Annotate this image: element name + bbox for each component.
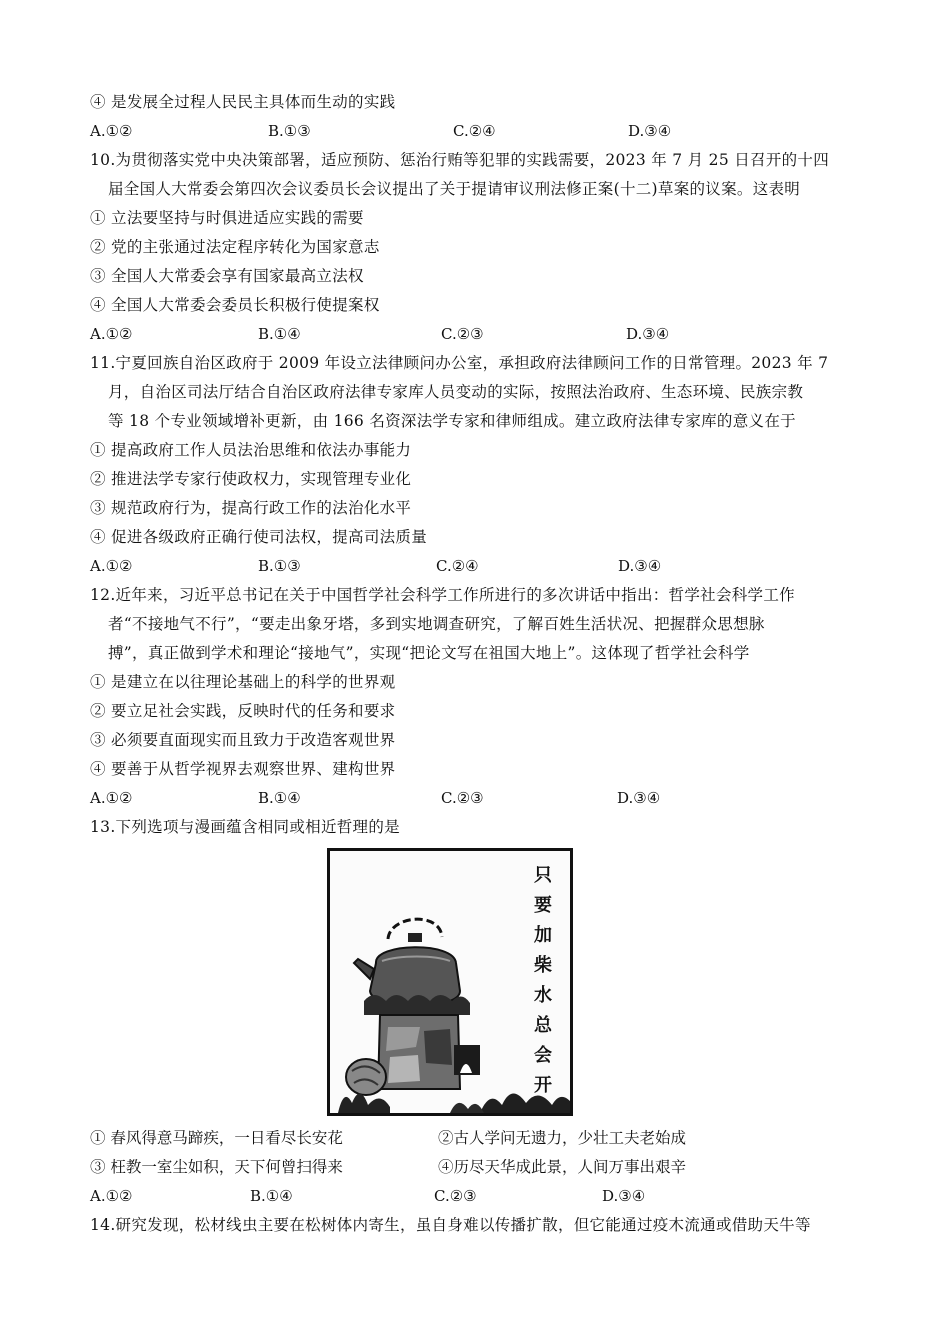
q13-item-4: ④历尽天华成此景，人间万事出艰辛 (438, 1158, 687, 1176)
q11-item-1: ① 提高政府工作人员法治思维和依法办事能力 (90, 441, 412, 459)
q13-option-d[interactable]: D.③④ (602, 1187, 646, 1205)
q11-stem-line-3: 等 18 个专业领域增补更新，由 166 名资深法学专家和律师组成。建立政府法律专家库的意义在于 (108, 412, 796, 430)
q14-stem-line-1: 14.研究发现，松材线虫主要在松树体内寄生，虽自身难以传播扩散，但它能通过疫木流通或借助天牛等 (90, 1216, 811, 1234)
q10-item-4: ④ 全国人大常委会委员长积极行使提案权 (90, 296, 380, 314)
q12-item-4: ④ 要善于从哲学视界去观察世界、建构世界 (90, 760, 396, 778)
q9-option-a[interactable]: A.①② (90, 122, 133, 140)
q12-stem-line-3: 搏”，真正做到学术和理论“接地气”，实现“把论文写在祖国大地上”。这体现了哲学社会科学 (108, 644, 750, 662)
q9-options (90, 117, 870, 146)
q9-item-4: ④ 是发展全过程人民民主具体而生动的实践 (90, 93, 396, 111)
q9-option-c[interactable]: C.②④ (453, 122, 496, 140)
q12-options (90, 784, 870, 813)
q12-option-d[interactable]: D.③④ (617, 789, 661, 807)
q11-stem-line-2: 月，自治区司法厅结合自治区政府法律专家库人员变动的实际，按照法治政府、生态环境、民族宗教 (108, 383, 804, 401)
q10-item-2: ② 党的主张通过法定程序转化为国家意志 (90, 238, 380, 256)
q12-option-b[interactable]: B.①④ (258, 789, 301, 807)
q13-items-row-1 (90, 1124, 870, 1153)
q12-option-a[interactable]: A.①② (90, 789, 133, 807)
q11-option-d[interactable]: D.③④ (618, 557, 662, 575)
q9-option-d[interactable]: D.③④ (628, 122, 672, 140)
q10-option-a[interactable]: A.①② (90, 325, 133, 343)
q12-item-1: ① 是建立在以往理论基础上的科学的世界观 (90, 673, 396, 691)
cartoon-caption: 只要加柴水总会开 (534, 865, 552, 1096)
q11-item-3: ③ 规范政府行为，提高行政工作的法治化水平 (90, 499, 412, 517)
q10-option-c[interactable]: C.②③ (441, 325, 484, 343)
q13-option-c[interactable]: C.②③ (434, 1187, 477, 1205)
q11-item-4: ④ 促进各级政府正确行使司法权，提高司法质量 (90, 528, 428, 546)
q12-option-c[interactable]: C.②③ (441, 789, 484, 807)
q10-option-d[interactable]: D.③④ (626, 325, 670, 343)
q10-item-1: ① 立法要坚持与时俱进适应实践的需要 (90, 209, 364, 227)
q12-stem-line-1: 12.近年来，习近平总书记在关于中国哲学社会科学工作所进行的多次讲话中指出：哲学社会科学工作 (90, 586, 795, 604)
q10-item-3: ③ 全国人大常委会享有国家最高立法权 (90, 267, 364, 285)
q10-options (90, 320, 870, 349)
q9-option-b[interactable]: B.①③ (268, 122, 311, 140)
kettle-cartoon (327, 848, 573, 1116)
q10-option-b[interactable]: B.①④ (258, 325, 301, 343)
q13-stem: 13.下列选项与漫画蕴含相同或相近哲理的是 (90, 818, 400, 836)
q11-item-2: ② 推进法学专家行使政权力，实现管理专业化 (90, 470, 412, 488)
q13-option-b[interactable]: B.①④ (250, 1187, 293, 1205)
q11-stem-line-1: 11.宁夏回族自治区政府于 2009 年设立法律顾问办公室，承担政府法律顾问工作的日常管理。2023 年 7 (90, 354, 829, 372)
q11-option-c[interactable]: C.②④ (436, 557, 479, 575)
q10-stem-line-1: 10.为贯彻落实党中央决策部署，适应预防、惩治行贿等犯罪的实践需要，2023 年 7 月 25 日召开的十四 (90, 151, 830, 169)
q11-option-a[interactable]: A.①② (90, 557, 133, 575)
q13-item-3: ③ 枉教一室尘如积，天下何曾扫得来 (90, 1158, 343, 1176)
exam-page (90, 88, 870, 1240)
q11-options (90, 552, 870, 581)
q13-items-row-2 (90, 1153, 870, 1182)
q13-options (90, 1182, 870, 1211)
q13-item-2: ②古人学问无遗力，少壮工夫老始成 (438, 1129, 687, 1147)
q10-stem-line-2: 届全国人大常委会第四次会议委员长会议提出了关于提请审议刑法修正案(十二)草案的议案。这表明 (108, 180, 801, 198)
q12-item-3: ③ 必须要直面现实而且致力于改造客观世界 (90, 731, 396, 749)
q13-item-1: ① 春风得意马蹄疾，一日看尽长安花 (90, 1129, 343, 1147)
q12-item-2: ② 要立足社会实践，反映时代的任务和要求 (90, 702, 396, 720)
cartoon-wrapper (90, 848, 870, 1116)
q12-stem-line-2: 者“不接地气不行”，“要走出象牙塔，多到实地调查研究，了解百姓生活状况、把握群众思想脉 (108, 615, 765, 633)
q11-option-b[interactable]: B.①③ (258, 557, 301, 575)
q13-option-a[interactable]: A.①② (90, 1187, 133, 1205)
